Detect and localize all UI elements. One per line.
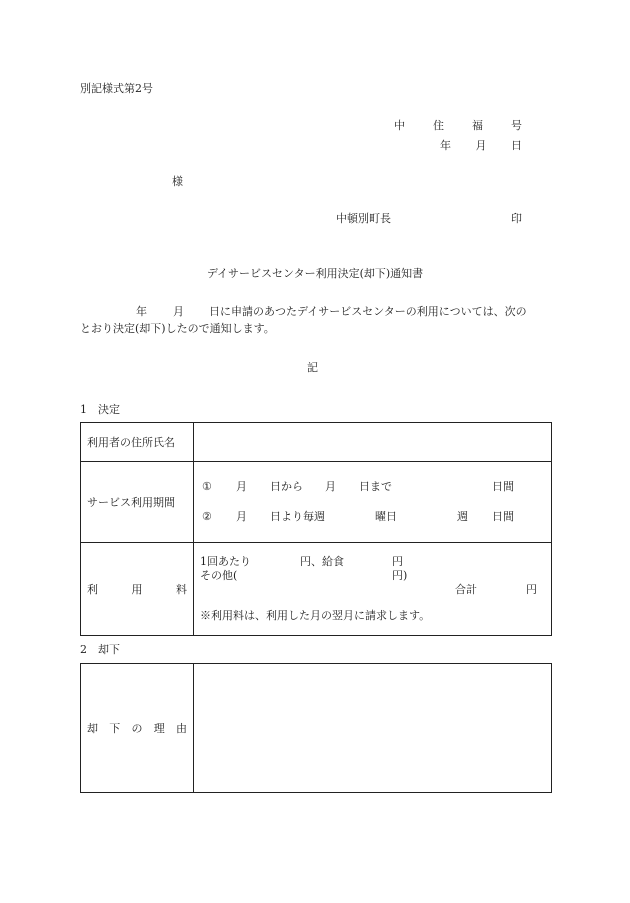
period-line-1: [194, 480, 551, 494]
period-days-2: 日間: [492, 510, 514, 523]
issue-date: [440, 139, 522, 153]
address-name-label-cell: [81, 423, 194, 462]
section2-heading: 2 却下: [80, 643, 120, 656]
address-name-value: [194, 423, 552, 462]
fee-meal-yen: 円: [392, 555, 403, 568]
document-title: デイサービスセンター利用決定(却下)通知書: [206, 267, 424, 280]
period-weekday: 曜日: [375, 510, 397, 523]
fee-line-2: [194, 569, 551, 583]
period-weekly: 日より毎週: [270, 510, 325, 523]
period-value: [194, 462, 552, 543]
period-line-2: [194, 510, 551, 524]
period-mark-1: ①: [202, 480, 212, 493]
fee-line-1: [194, 555, 551, 569]
fee-other: その他(: [200, 569, 238, 582]
fee-value: [194, 543, 552, 636]
section1-heading: 1 決定: [80, 403, 120, 416]
address-name-label: 利用者の住所氏名: [87, 436, 175, 449]
fee-other-yen: 円): [392, 569, 408, 582]
form-number: 別記様式第2号: [80, 82, 153, 95]
period-from: 日から: [270, 480, 303, 493]
fee-note: ※利用料は、利用した月の翌月に請求します。: [200, 609, 431, 622]
addressee-suffix: 様: [172, 175, 183, 188]
doc-number-char: 福: [472, 119, 483, 132]
document-number: [394, 119, 522, 133]
period-label: サービス利用期間: [87, 496, 175, 509]
period-until: 日まで: [359, 480, 392, 493]
fee-line-3: [194, 583, 551, 597]
period-month-3: 月: [236, 510, 247, 523]
period-mark-2: ②: [202, 510, 212, 523]
fee-per-visit: 1回あたり: [200, 555, 251, 568]
body-month: 月: [173, 305, 184, 318]
period-week: 週: [457, 510, 468, 523]
doc-number-char: 住: [433, 119, 444, 132]
period-days-1: 日間: [492, 480, 514, 493]
fee-total-label: 合計: [455, 583, 477, 596]
period-month-2: 月: [325, 480, 336, 493]
fee-label-cell: [81, 543, 194, 636]
doc-number-char: 中: [394, 119, 405, 132]
body-year: 年: [136, 305, 147, 318]
rejection-table: [80, 663, 552, 793]
reason-value: [194, 664, 552, 793]
doc-number-char: 号: [511, 119, 522, 132]
period-label-cell: [81, 462, 194, 543]
issuer-title: 中頓別町長: [336, 212, 391, 225]
body-text-line2: とおり決定(却下)したので通知します。: [80, 322, 275, 335]
decision-table: [80, 422, 552, 636]
date-month: 月: [475, 139, 487, 152]
issuer-seal: 印: [511, 212, 522, 225]
period-month-1: 月: [236, 480, 247, 493]
body-text-line1: 日に申請のあつたデイサービスセンターの利用については、次の: [209, 305, 527, 318]
fee-note-row: [194, 609, 551, 623]
date-day: 日: [511, 139, 522, 152]
reason-label-cell: [81, 664, 194, 793]
fee-label: 利用料: [87, 583, 187, 596]
date-year: 年: [440, 139, 451, 152]
fee-meal: 円、給食: [300, 555, 344, 568]
ki-marker: 記: [307, 361, 318, 374]
reason-label: 却下の理由: [87, 722, 187, 735]
fee-total-yen: 円: [526, 583, 537, 596]
